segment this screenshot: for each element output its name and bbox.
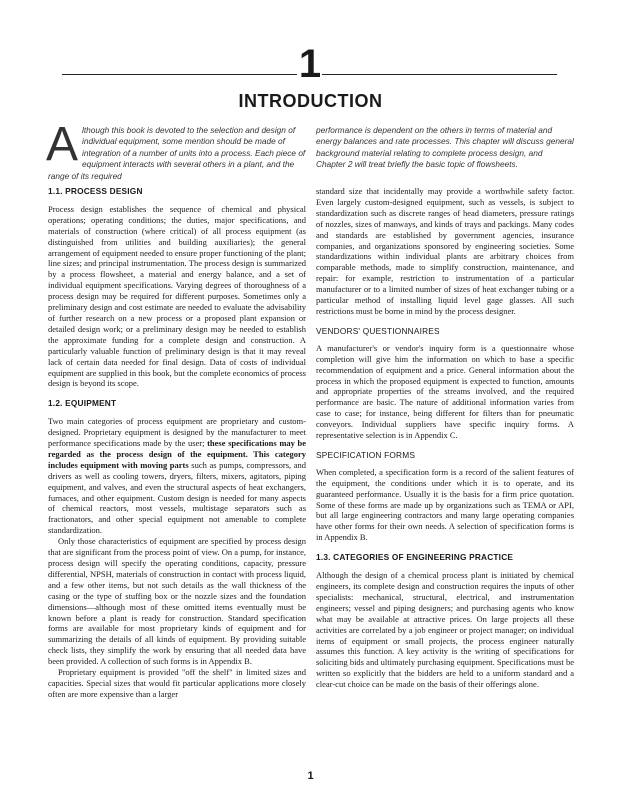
paragraph-process-design: Process design establishes the sequence of chemical and physical operations; operating conditions; the duties, major specifications, and materials of construction (where critical) of all process equipment (as distinguished from utilities and building auxiliaries); the general arrangement of equipment needed to ensure proper functioning of the plant; line sizes; and principal instrumentation. The process design is summarized by a process flowsheet, a material and energy balance, and a set of individual equipment specifications. Varying degrees of thoroughness of a process design may be required for different purposes. Sometimes only a preliminary design and cost estimate are needed to evaluate the advisability of further research on a new process or a proposed plant expansion or detailed design work; or a preliminary design may be needed to establish the approximate funding for a complete design and construction. A particularly valuable function of preliminary design is that it may reveal lack of certain data needed for final design. Data of costs of individual equipment are supplied in this book, but the complete economics of process design is beyond its scope. (48, 203, 306, 389)
paragraph-equipment-1-a: Two main categories of process equipment are proprietary and custom-designed. Proprietary equipment is designed by the manufacturer to meet performance specifications made by the user; (48, 416, 306, 449)
subheading-specification-forms: SPECIFICATION FORMS (316, 449, 416, 460)
paragraph-equipment-1-b: such as pumps, compressors, and drivers as well as cooling towers, dryers, filters, mixers, agitators, piping equipment, and valves, and even the structural aspects of heat exchangers, furnaces, and other equipment. Custom design is needed for many aspects of chemical reactors, most vessels, multistage separators such as fractionators, and other special equipment not amenable to complete standardization. (48, 459, 306, 536)
paragraph-equipment-3: Proprietary equipment is provided "off the shelf" in limited sizes and capacities. Special sizes that would fit particular applications more closely often are more expensive than a larger (48, 667, 306, 699)
page-number: 1 (307, 770, 314, 782)
paragraph-equipment-2: Only those characteristics of equipment are specified by process design that are significant from the process point of view. On a pump, for instance, process design will specify the operating conditions, capacity, pressure differential, NPSH, materials of construction in contact with process liquid, and a few other items, but not such details as the wall thickness of the casing or the type of stuffing box or the nozzle sizes and the foundation dimensions—although most of these omitted items eventually must be known before a plant is ready for construction. Standard specification forms are available for most proprietary kinds of equipment and for summarizing the details of all kinds of equipment. By providing suitable check lists, they simplify the work by ensuring that all needed data have been provided. A collection of such forms is in Appendix B. (48, 536, 306, 667)
subheading-vendors-questionnaires: VENDORS' QUESTIONNAIRES (316, 325, 440, 336)
drop-cap: A (46, 118, 79, 171)
chapter-title: INTRODUCTION (238, 91, 383, 111)
paragraph-vendors: A manufacturer's or vendor's inquiry form is a questionnaire whose completion will give him the information on which to base a specific recommendation of equipment and a price. General information about the process in which the proposed equipment is expected to function, amounts and appropriate properties of the streams involved, and the required performance are basic. The nature of additional information varies from case to case; for instance, being different for filters than for pneumatic conveyors. Individual suppliers have specific inquiry forms. A representative selection is in Appendix C. (316, 342, 574, 441)
paragraph-specification-forms: When completed, a specification form is a record of the salient features of the equipment, the conditions under which it is to operate, and its guaranteed performance. Usually it is the basis for a firm price quotation. Some of these forms are made up by organizations such as TEMA or API, but all large engineering contractors and many large operating companies have other forms for their own needs. A selection of specification forms is in Appendix B. (316, 466, 574, 543)
intro-text-left (46, 118, 306, 182)
chapter-rule-right (322, 74, 557, 75)
intro-text-right: performance is dependent on the others in terms of material and energy balances and rate processes. This chapter will discuss general background material relating to complete process design, and Chapter 2 will treat briefly the basic topic of flowsheets. (316, 125, 574, 170)
intro-left-body: lthough this book is devoted to the selection and design of individual equipment, some mention should be made of integration of a number of units into a process. Each piece of equipment interacts with several others in a plant, and the range of its required (48, 125, 306, 181)
section-heading-1-3: 1.3. CATEGORIES OF ENGINEERING PRACTICE (316, 552, 514, 563)
chapter-rule-left (62, 74, 297, 75)
section-heading-1-1: 1.1. PROCESS DESIGN (48, 186, 143, 196)
left-column (48, 186, 306, 700)
right-column (316, 186, 574, 690)
section-heading-1-2: 1.2. EQUIPMENT (48, 398, 117, 409)
paragraph-equipment-1 (48, 416, 306, 536)
paragraph-equipment-1-bold: these specifications may be regarded as the process design of the equipment. This category includes equipment with moving parts (48, 438, 306, 470)
chapter-number: 1 (298, 42, 322, 86)
paragraph-engineering-practice: Although the design of a chemical process plant is initiated by chemical engineers, its complete design and construction requires the inputs of other specialists: mechanical, structural, electrical, and instrumentation engineers; vessel and piping designers; and purchasing agents who know what may be available at attractive prices. On large projects all these activities are correlated by a job engineer or project manager; on individual items of equipment or small projects, the process engineer naturally assumes this function. A key activity is the writing of specifications for soliciting bids and ultimately purchasing equipment. Specifications must be written so explicitly that the bidders are held to a uniform standard and a clear-cut choice can be made on the basis of their offerings alone. (316, 570, 574, 690)
paragraph-continued: standard size that incidentally may provide a worthwhile safety factor. Even largely custom-designed equipment, such as vessels, is subject to standardization such as discrete ranges of head diameters, pressure ratings of nozzles, sizes of manways, and kinds of trays and packings. Many codes and standards are established by government agencies, insurance companies, and organizations sponsored by engineering societies. Some standardizations within individual plants are arbitrary choices from comparable methods, made to simplify construction, maintenance, and repair: for example, restriction to instrumentation of a particular manufacturer or to a limited number of sizes of heat exchanger tubing or a particular method of installing liquid level gage glasses. All such restrictions must be borne in mind by the process designer. (316, 186, 574, 316)
